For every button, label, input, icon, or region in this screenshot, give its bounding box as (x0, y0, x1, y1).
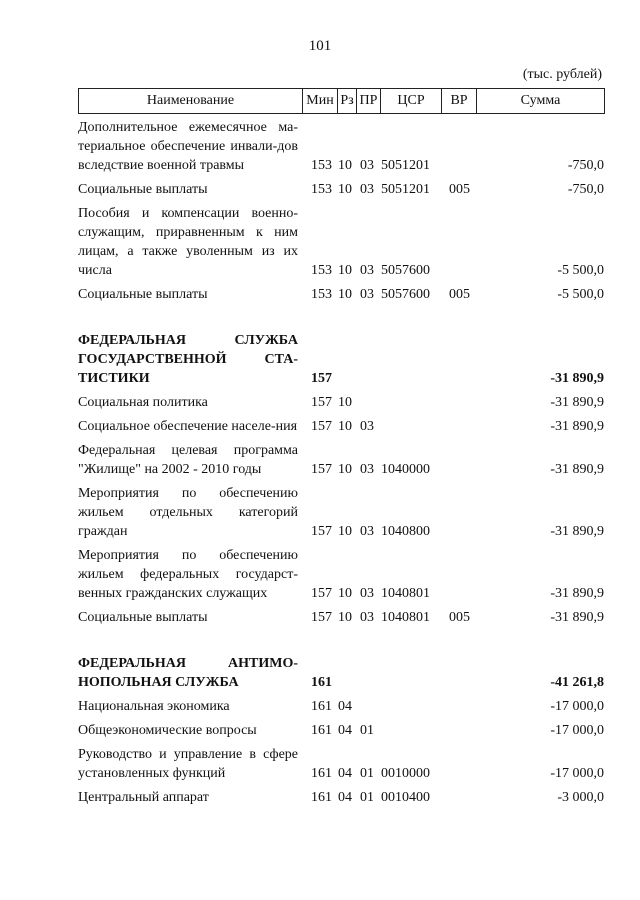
row-csr: 0010000 (381, 766, 430, 781)
row-name: Центральный аппарат (78, 790, 209, 805)
row-codes (311, 764, 479, 783)
section-header-row (78, 331, 604, 388)
row-codes (311, 673, 479, 692)
row-sum: -3 000,0 (557, 790, 604, 805)
row-csr: 1040800 (381, 524, 430, 539)
row-min: 157 (311, 524, 332, 539)
table-row (78, 788, 604, 807)
table-row (78, 484, 604, 541)
header-sum: Сумма (477, 89, 605, 114)
section-header-row (78, 654, 604, 692)
row-codes (311, 393, 479, 412)
row-csr: 5051201 (381, 182, 430, 197)
row-min: 157 (311, 610, 332, 625)
row-csr: 5057600 (381, 287, 430, 302)
row-name: Социальные выплаты (78, 182, 208, 197)
header-min: Мин (303, 89, 338, 114)
row-sum: -5 500,0 (557, 287, 604, 302)
row-codes (311, 285, 479, 304)
row-codes (311, 417, 479, 436)
row-pr: 03 (360, 263, 374, 278)
row-rz: 04 (338, 723, 352, 738)
row-sum: -31 890,9 (550, 462, 604, 477)
row-vr: 005 (449, 182, 470, 197)
row-min: 161 (311, 766, 332, 781)
row-name: Пособия и компенсации военно-служащим, приравненным к ним лицам, а также уволенным из их числа (78, 206, 298, 278)
row-pr: 01 (360, 790, 374, 805)
table-header (78, 88, 605, 114)
row-pr: 03 (360, 610, 374, 625)
row-sum: -750,0 (567, 158, 604, 173)
row-rz: 10 (338, 524, 352, 539)
table-row (78, 546, 604, 603)
row-name: Социальная политика (78, 395, 208, 410)
table-row (78, 180, 604, 199)
row-csr: 1040801 (381, 610, 430, 625)
table-row (78, 608, 604, 627)
row-codes (311, 460, 479, 479)
row-pr: 03 (360, 419, 374, 434)
row-rz: 10 (338, 182, 352, 197)
row-csr: 1040000 (381, 462, 430, 477)
row-name: Социальные выплаты (78, 610, 208, 625)
row-sum: -17 000,0 (550, 699, 604, 714)
row-min: 157 (311, 395, 332, 410)
row-min: 153 (311, 182, 332, 197)
row-csr: 5051201 (381, 158, 430, 173)
row-csr: 1040801 (381, 586, 430, 601)
table-row (78, 745, 604, 783)
row-name: Мероприятия по обеспечению жильем отдельных категорий граждан (78, 486, 298, 539)
row-name: Мероприятия по обеспечению жильем федеральных государст-венных гражданских служащих (78, 548, 298, 601)
table-row (78, 285, 604, 304)
table-row (78, 204, 604, 280)
row-name: ФЕДЕРАЛЬНАЯ АНТИМО-НОПОЛЬНАЯ СЛУЖБА (78, 656, 298, 690)
row-pr: 01 (360, 723, 374, 738)
row-sum: -17 000,0 (550, 723, 604, 738)
row-sum: -41 261,8 (550, 675, 604, 690)
row-min: 157 (311, 419, 332, 434)
row-name: ФЕДЕРАЛЬНАЯ СЛУЖБА ГОСУДАРСТВЕННОЙ СТА-ТИСТИКИ (78, 333, 298, 386)
row-sum: -31 890,9 (550, 610, 604, 625)
row-min: 157 (311, 462, 332, 477)
row-sum: -31 890,9 (550, 586, 604, 601)
row-name: Руководство и управление в сфере установленных функций (78, 747, 298, 781)
table-row (78, 417, 604, 436)
page-number: 101 (308, 38, 332, 54)
row-min: 161 (311, 723, 332, 738)
row-rz: 10 (338, 586, 352, 601)
row-rz: 04 (338, 699, 352, 714)
row-vr: 005 (449, 610, 470, 625)
row-min: 161 (311, 790, 332, 805)
table-row (78, 721, 604, 740)
row-pr: 03 (360, 287, 374, 302)
row-min: 153 (311, 263, 332, 278)
row-rz: 10 (338, 287, 352, 302)
row-pr: 03 (360, 158, 374, 173)
row-min: 157 (311, 371, 332, 386)
row-sum: -31 890,9 (550, 371, 604, 386)
header-rz: Рз (338, 89, 357, 114)
row-min: 157 (311, 586, 332, 601)
table-row (78, 393, 604, 412)
row-name: Федеральная целевая программа "Жилище" на 2002 - 2010 годы (78, 443, 298, 477)
row-rz: 10 (338, 610, 352, 625)
row-rz: 10 (338, 462, 352, 477)
row-min: 161 (311, 699, 332, 714)
row-name: Социальные выплаты (78, 287, 208, 302)
units-label: (тыс. рублей) (522, 67, 602, 82)
row-rz: 10 (338, 419, 352, 434)
row-sum: -17 000,0 (550, 766, 604, 781)
table-row (78, 697, 604, 716)
row-pr: 03 (360, 182, 374, 197)
row-pr: 03 (360, 462, 374, 477)
row-min: 161 (311, 675, 332, 690)
row-codes (311, 721, 479, 740)
row-codes (311, 180, 479, 199)
row-rz: 10 (338, 263, 352, 278)
table-body (78, 118, 604, 807)
row-sum: -31 890,9 (550, 419, 604, 434)
table-row (78, 118, 604, 175)
table-row (78, 441, 604, 479)
row-rz: 10 (338, 158, 352, 173)
row-pr: 01 (360, 766, 374, 781)
header-vr: ВР (442, 89, 477, 114)
row-sum: -5 500,0 (557, 263, 604, 278)
header-csr: ЦСР (381, 89, 442, 114)
row-codes (311, 369, 479, 388)
row-rz: 04 (338, 766, 352, 781)
row-name: Национальная экономика (78, 699, 230, 714)
header-pr: ПР (357, 89, 381, 114)
row-codes (311, 522, 479, 541)
row-codes (311, 608, 479, 627)
row-vr: 005 (449, 287, 470, 302)
row-name: Социальное обеспечение населе-ния (78, 419, 298, 434)
row-gap (78, 627, 604, 654)
row-gap (78, 304, 604, 331)
row-min: 153 (311, 287, 332, 302)
row-csr: 0010400 (381, 790, 430, 805)
row-rz: 10 (338, 395, 352, 410)
row-codes (311, 156, 479, 175)
row-codes (311, 261, 479, 280)
row-pr: 03 (360, 586, 374, 601)
row-codes (311, 584, 479, 603)
row-pr: 03 (360, 524, 374, 539)
row-name: Общеэкономические вопросы (78, 723, 257, 738)
row-sum: -750,0 (567, 182, 604, 197)
row-sum: -31 890,9 (550, 395, 604, 410)
row-csr: 5057600 (381, 263, 430, 278)
row-codes (311, 697, 479, 716)
row-min: 153 (311, 158, 332, 173)
row-codes (311, 788, 479, 807)
row-name: Дополнительное ежемесячное ма-териальное обеспечение инвали-дов вследствие военной травмы (78, 120, 298, 173)
header-name: Наименование (79, 89, 303, 114)
row-rz: 04 (338, 790, 352, 805)
row-sum: -31 890,9 (550, 524, 604, 539)
